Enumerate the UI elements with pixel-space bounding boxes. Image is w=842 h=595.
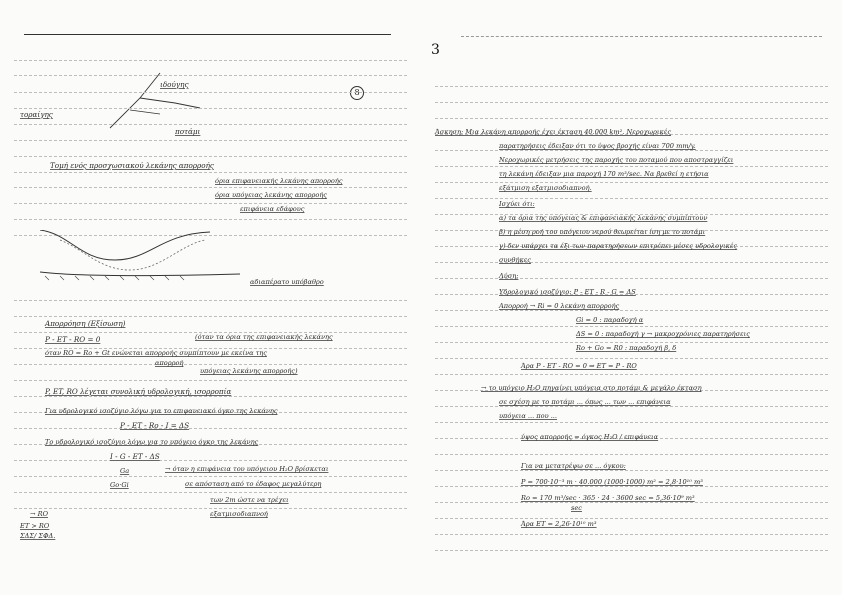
mountain-label: ιδούγης: [160, 80, 189, 89]
note-line: Απορροή → Ri = 0 λεκάνη απορροής: [499, 302, 620, 310]
note-line: sec: [571, 504, 582, 512]
note-line: σε απόσταση από το έδαφος μεγαλύτερη: [185, 480, 322, 488]
river-sketch: [100, 68, 240, 138]
note-line: τη λεκάνη έδειξαν μια παροχή 170 m³/sec. Να βρεθεί η ετήσια: [499, 170, 709, 178]
note-line: P, ET, RO λέγεται συνολική υδρολογική, ισορροπία: [45, 387, 232, 396]
page-number: 3: [431, 42, 440, 58]
river-label: ποτάμι: [175, 127, 201, 136]
note-line: → όταν η επιφάνεια του υπόγειου H₂O βρίσκεται: [165, 465, 329, 473]
note-line: σε σχέση με το ποτάμι ... όπως ... των ... επιφάνεια: [499, 398, 671, 406]
note-line: υπόγειας λεκάνης απορροής): [200, 367, 298, 375]
note-line: γ) δεν υπάρχει τα έξι των παρατηρήσεων επιτρέπει μέσες υδρολογικές: [499, 242, 738, 250]
note-line: Ga: [120, 467, 130, 475]
right-notebook-page: [421, 0, 842, 595]
note-line: Άρα ET = 2,26·10¹⁰ m³: [521, 520, 597, 528]
note-line: όρια υπόγειας λεκάνης απορροής: [215, 191, 327, 199]
note-line: των 2m ώστε να τρέχει: [210, 496, 289, 504]
note-line: Λύση:: [499, 272, 519, 280]
note-line: συνθήκες: [499, 256, 531, 264]
cross-section-diagram: [40, 230, 240, 285]
note-line: Άρα P - ET - RO = 0 ⇒ ET = P - RO: [521, 362, 637, 370]
note-line: Για υδρολογικό ισοζύγιο λόγω για το επιφανειακό όγκο της λεκάνης: [45, 407, 278, 415]
note-line: Απορρόηση (Εξίσωση): [45, 319, 126, 328]
note-line: απορροή: [155, 359, 184, 367]
note-line: Ro + Go = R0 : παραδοχή β, δ: [576, 344, 677, 352]
note-line: ΔS = 0 : παραδοχή γ → μακροχρόνιες παρατηρήσεις: [576, 330, 750, 338]
note-line: Υδρολογικό ισοζύγιο: P - ET - R - G = ΔS: [499, 288, 636, 296]
top-rule: [461, 36, 822, 37]
note-line: Τομή ενός προσχωσιακού λεκάνης απορροής: [50, 161, 214, 170]
note-line: → το υπόγειο H₂O πηγαίνει υπόγεια στο ποτάμι & μεγάλο έκταση: [481, 384, 702, 392]
note-line: εξατμισοδιαπνοή: [210, 510, 268, 518]
note-line: α) τα όρια της υπόγειας & επιφανειακής λεκάνης συμπίπτουν: [499, 214, 708, 222]
note-line: αδιαπέρατο υπόβαθρο: [250, 278, 324, 286]
note-line: εξάτμιση εξατμισοδιαπνοή.: [499, 184, 592, 192]
note-line: Gi = 0 : παραδοχή α: [576, 316, 644, 324]
slope-label: τοραίγης: [20, 110, 53, 119]
note-line: ύψος απορροής = όγκος H₂O / επιφάνεια: [521, 433, 659, 441]
note-line: P - ET - Ro - I = ΔS: [120, 421, 190, 430]
note-line: → RO: [30, 510, 48, 518]
note-line: P = 700·10⁻³ m · 40.000 (1000·1000) m² = 2,8·10¹⁰ m³: [521, 478, 703, 486]
note-line: όταν RO = Ro + Gt ενώνεται απορροής συμπίπτουν με εκείνα της: [45, 349, 267, 357]
note-line: υπόγεια ... που ...: [499, 412, 558, 420]
note-line: επιφάνεια εδάφους: [240, 205, 305, 213]
note-line: όρια επιφανειακής λεκάνης απορροής: [215, 177, 343, 185]
note-line: P - ET - RO = 0: [45, 335, 101, 344]
note-line: Go·Gi: [110, 481, 129, 489]
top-rule: [24, 34, 391, 35]
note-line: β) η μέση ροή του υπόγειου νερού θεωρείται ίση με το ποτάμι: [499, 228, 706, 236]
circled-mark: 8: [350, 86, 364, 100]
note-line: Ro = 170 m³/sec · 365 · 24 · 3600 sec = 5,36·10⁹ m³: [521, 494, 695, 502]
note-line: I - G - ET - ΔS: [110, 452, 160, 461]
note-line: ΣΔΣ/ ΣΦΔ.: [20, 532, 56, 540]
note-line: παρατηρήσεις έδειξαν ότι το ύψος βροχής είναι 700 mm/y.: [499, 142, 696, 150]
note-line: (όταν τα όρια της επιφανειακής λεκάνης: [195, 333, 333, 341]
note-line: Νεροχωρικές μετρήσεις της παροχής του ποταμού που αποστραγγίζει: [499, 156, 734, 164]
note-line: Το υδρολογικό ισοζύγιο λόγω για το υπόγειο όγκο της λεκάνης: [45, 438, 259, 446]
note-line: ET > RO: [20, 522, 50, 530]
note-line: Ισχύει ότι:: [499, 200, 535, 208]
note-line: Για να μετατρέψω σε ... όγκου:: [521, 462, 626, 470]
note-line: Άσκηση: Μια λεκάνη απορροής έχει έκταση 40.000 km². Νεροχωρικές: [435, 128, 672, 136]
